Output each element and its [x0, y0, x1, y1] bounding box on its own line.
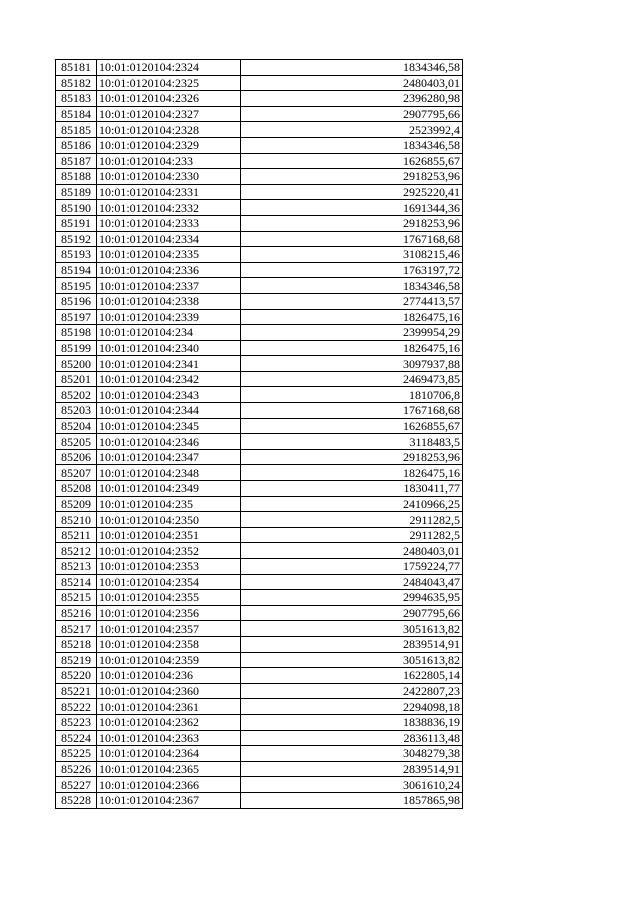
cadastral-number-cell: 10:01:0120104:2365 [97, 761, 241, 777]
cadastral-number-cell: 10:01:0120104:2364 [97, 746, 241, 762]
table-row [56, 153, 463, 169]
table-row [56, 200, 463, 216]
table-row [56, 418, 463, 434]
row-number-cell: 85184 [56, 106, 97, 122]
table-row [56, 122, 463, 138]
cadastral-number-cell: 10:01:0120104:2326 [97, 91, 241, 107]
value-cell: 2839514,91 [241, 761, 463, 777]
value-cell: 1826475,16 [241, 309, 463, 325]
row-number-cell: 85209 [56, 496, 97, 512]
row-number-cell: 85206 [56, 449, 97, 465]
table-row [56, 527, 463, 543]
cadastral-number-cell: 10:01:0120104:2328 [97, 122, 241, 138]
value-cell: 2480403,01 [241, 543, 463, 559]
table-row [56, 293, 463, 309]
cadastral-number-cell: 10:01:0120104:2339 [97, 309, 241, 325]
row-number-cell: 85199 [56, 340, 97, 356]
cadastral-value-table [55, 59, 463, 809]
table-row [56, 449, 463, 465]
table-row [56, 730, 463, 746]
table-row [56, 559, 463, 575]
value-cell: 1691344,36 [241, 200, 463, 216]
table-row [56, 215, 463, 231]
table-body [56, 60, 463, 809]
value-cell: 1838836,19 [241, 714, 463, 730]
row-number-cell: 85208 [56, 481, 97, 497]
row-number-cell: 85194 [56, 262, 97, 278]
row-number-cell: 85218 [56, 636, 97, 652]
value-cell: 2994635,95 [241, 590, 463, 606]
table-row [56, 75, 463, 91]
table-row [56, 434, 463, 450]
row-number-cell: 85224 [56, 730, 97, 746]
cadastral-number-cell: 10:01:0120104:2345 [97, 418, 241, 434]
table-row [56, 231, 463, 247]
table-row [56, 699, 463, 715]
row-number-cell: 85193 [56, 247, 97, 263]
value-cell: 1626855,67 [241, 153, 463, 169]
value-cell: 2925220,41 [241, 184, 463, 200]
value-cell: 2422807,23 [241, 683, 463, 699]
table-row [56, 169, 463, 185]
row-number-cell: 85189 [56, 184, 97, 200]
table-row [56, 387, 463, 403]
row-number-cell: 85181 [56, 60, 97, 76]
value-cell: 1830411,77 [241, 481, 463, 497]
value-cell: 1767168,68 [241, 403, 463, 419]
row-number-cell: 85217 [56, 621, 97, 637]
row-number-cell: 85228 [56, 792, 97, 808]
value-cell: 2774413,57 [241, 293, 463, 309]
row-number-cell: 85207 [56, 465, 97, 481]
table-row [56, 481, 463, 497]
table-row [56, 605, 463, 621]
value-cell: 2839514,91 [241, 636, 463, 652]
value-cell: 1834346,58 [241, 278, 463, 294]
cadastral-number-cell: 10:01:0120104:2330 [97, 169, 241, 185]
cadastral-number-cell: 10:01:0120104:2335 [97, 247, 241, 263]
row-number-cell: 85203 [56, 403, 97, 419]
table-row [56, 465, 463, 481]
table-row [56, 543, 463, 559]
value-cell: 3051613,82 [241, 652, 463, 668]
row-number-cell: 85220 [56, 668, 97, 684]
value-cell: 2469473,85 [241, 371, 463, 387]
value-cell: 2396280,98 [241, 91, 463, 107]
cadastral-number-cell: 10:01:0120104:2337 [97, 278, 241, 294]
value-cell: 1767168,68 [241, 231, 463, 247]
cadastral-number-cell: 10:01:0120104:2358 [97, 636, 241, 652]
row-number-cell: 85216 [56, 605, 97, 621]
cadastral-number-cell: 10:01:0120104:2334 [97, 231, 241, 247]
table-row [56, 340, 463, 356]
row-number-cell: 85225 [56, 746, 97, 762]
value-cell: 2294098,18 [241, 699, 463, 715]
value-cell: 3097937,88 [241, 356, 463, 372]
table-row [56, 792, 463, 808]
row-number-cell: 85211 [56, 527, 97, 543]
table-row [56, 668, 463, 684]
table-row [56, 746, 463, 762]
row-number-cell: 85212 [56, 543, 97, 559]
cadastral-number-cell: 10:01:0120104:2341 [97, 356, 241, 372]
table-row [56, 636, 463, 652]
value-cell: 2911282,5 [241, 527, 463, 543]
value-cell: 1857865,98 [241, 792, 463, 808]
table-row [56, 371, 463, 387]
row-number-cell: 85195 [56, 278, 97, 294]
row-number-cell: 85183 [56, 91, 97, 107]
table-row [56, 574, 463, 590]
row-number-cell: 85200 [56, 356, 97, 372]
table-row [56, 496, 463, 512]
cadastral-number-cell: 10:01:0120104:2324 [97, 60, 241, 76]
row-number-cell: 85185 [56, 122, 97, 138]
cadastral-number-cell: 10:01:0120104:233 [97, 153, 241, 169]
value-cell: 1834346,58 [241, 60, 463, 76]
value-cell: 3048279,38 [241, 746, 463, 762]
row-number-cell: 85221 [56, 683, 97, 699]
value-cell: 3118483,5 [241, 434, 463, 450]
row-number-cell: 85197 [56, 309, 97, 325]
cadastral-number-cell: 10:01:0120104:2357 [97, 621, 241, 637]
cadastral-number-cell: 10:01:0120104:2363 [97, 730, 241, 746]
table-row [56, 91, 463, 107]
cadastral-number-cell: 10:01:0120104:234 [97, 325, 241, 341]
row-number-cell: 85204 [56, 418, 97, 434]
table-row [56, 262, 463, 278]
value-cell: 2918253,96 [241, 215, 463, 231]
value-cell: 3051613,82 [241, 621, 463, 637]
cadastral-number-cell: 10:01:0120104:2329 [97, 137, 241, 153]
value-cell: 2410966,25 [241, 496, 463, 512]
cadastral-number-cell: 10:01:0120104:2348 [97, 465, 241, 481]
value-cell: 2911282,5 [241, 512, 463, 528]
value-cell: 2399954,29 [241, 325, 463, 341]
table-row [56, 137, 463, 153]
row-number-cell: 85219 [56, 652, 97, 668]
row-number-cell: 85192 [56, 231, 97, 247]
row-number-cell: 85198 [56, 325, 97, 341]
cadastral-number-cell: 10:01:0120104:2346 [97, 434, 241, 450]
row-number-cell: 85190 [56, 200, 97, 216]
row-number-cell: 85202 [56, 387, 97, 403]
cadastral-number-cell: 10:01:0120104:2359 [97, 652, 241, 668]
value-cell: 1834346,58 [241, 137, 463, 153]
value-cell: 1826475,16 [241, 340, 463, 356]
table-row [56, 247, 463, 263]
table-row [56, 278, 463, 294]
row-number-cell: 85196 [56, 293, 97, 309]
table-row [56, 652, 463, 668]
cadastral-number-cell: 10:01:0120104:2361 [97, 699, 241, 715]
value-cell: 2484043,47 [241, 574, 463, 590]
table-row [56, 309, 463, 325]
row-number-cell: 85188 [56, 169, 97, 185]
cadastral-number-cell: 10:01:0120104:2356 [97, 605, 241, 621]
cadastral-number-cell: 10:01:0120104:236 [97, 668, 241, 684]
cadastral-number-cell: 10:01:0120104:2362 [97, 714, 241, 730]
value-cell: 1826475,16 [241, 465, 463, 481]
value-cell: 1626855,67 [241, 418, 463, 434]
table-row [56, 683, 463, 699]
cadastral-number-cell: 10:01:0120104:2338 [97, 293, 241, 309]
row-number-cell: 85210 [56, 512, 97, 528]
row-number-cell: 85182 [56, 75, 97, 91]
row-number-cell: 85223 [56, 714, 97, 730]
value-cell: 3061610,24 [241, 777, 463, 793]
row-number-cell: 85205 [56, 434, 97, 450]
row-number-cell: 85186 [56, 137, 97, 153]
cadastral-number-cell: 10:01:0120104:2331 [97, 184, 241, 200]
cadastral-number-cell: 10:01:0120104:2366 [97, 777, 241, 793]
row-number-cell: 85227 [56, 777, 97, 793]
cadastral-number-cell: 10:01:0120104:2367 [97, 792, 241, 808]
row-number-cell: 85226 [56, 761, 97, 777]
table-row [56, 106, 463, 122]
table-row [56, 761, 463, 777]
cadastral-number-cell: 10:01:0120104:2336 [97, 262, 241, 278]
cadastral-number-cell: 10:01:0120104:2333 [97, 215, 241, 231]
value-cell: 2836113,48 [241, 730, 463, 746]
table-row [56, 403, 463, 419]
cadastral-number-cell: 10:01:0120104:2342 [97, 371, 241, 387]
value-cell: 2480403,01 [241, 75, 463, 91]
row-number-cell: 85191 [56, 215, 97, 231]
table-row [56, 60, 463, 76]
row-number-cell: 85222 [56, 699, 97, 715]
cadastral-number-cell: 10:01:0120104:2354 [97, 574, 241, 590]
value-cell: 2918253,96 [241, 169, 463, 185]
value-cell: 2907795,66 [241, 106, 463, 122]
cadastral-number-cell: 10:01:0120104:2352 [97, 543, 241, 559]
value-cell: 2907795,66 [241, 605, 463, 621]
cadastral-number-cell: 10:01:0120104:2347 [97, 449, 241, 465]
cadastral-number-cell: 10:01:0120104:2327 [97, 106, 241, 122]
cadastral-number-cell: 10:01:0120104:2351 [97, 527, 241, 543]
row-number-cell: 85214 [56, 574, 97, 590]
table-row [56, 590, 463, 606]
cadastral-number-cell: 10:01:0120104:235 [97, 496, 241, 512]
table-row [56, 777, 463, 793]
value-cell: 3108215,46 [241, 247, 463, 263]
table-row [56, 184, 463, 200]
value-cell: 2523992,4 [241, 122, 463, 138]
table-row [56, 621, 463, 637]
table-row [56, 512, 463, 528]
value-cell: 2918253,96 [241, 449, 463, 465]
cadastral-number-cell: 10:01:0120104:2340 [97, 340, 241, 356]
cadastral-number-cell: 10:01:0120104:2332 [97, 200, 241, 216]
row-number-cell: 85213 [56, 559, 97, 575]
cadastral-number-cell: 10:01:0120104:2343 [97, 387, 241, 403]
cadastral-number-cell: 10:01:0120104:2349 [97, 481, 241, 497]
row-number-cell: 85201 [56, 371, 97, 387]
table-row [56, 714, 463, 730]
row-number-cell: 85215 [56, 590, 97, 606]
cadastral-number-cell: 10:01:0120104:2325 [97, 75, 241, 91]
value-cell: 1622805,14 [241, 668, 463, 684]
cadastral-number-cell: 10:01:0120104:2360 [97, 683, 241, 699]
cadastral-number-cell: 10:01:0120104:2344 [97, 403, 241, 419]
value-cell: 1810706,8 [241, 387, 463, 403]
value-cell: 1763197,72 [241, 262, 463, 278]
cadastral-number-cell: 10:01:0120104:2355 [97, 590, 241, 606]
value-cell: 1759224,77 [241, 559, 463, 575]
cadastral-number-cell: 10:01:0120104:2350 [97, 512, 241, 528]
cadastral-number-cell: 10:01:0120104:2353 [97, 559, 241, 575]
row-number-cell: 85187 [56, 153, 97, 169]
table-row [56, 356, 463, 372]
table-row [56, 325, 463, 341]
